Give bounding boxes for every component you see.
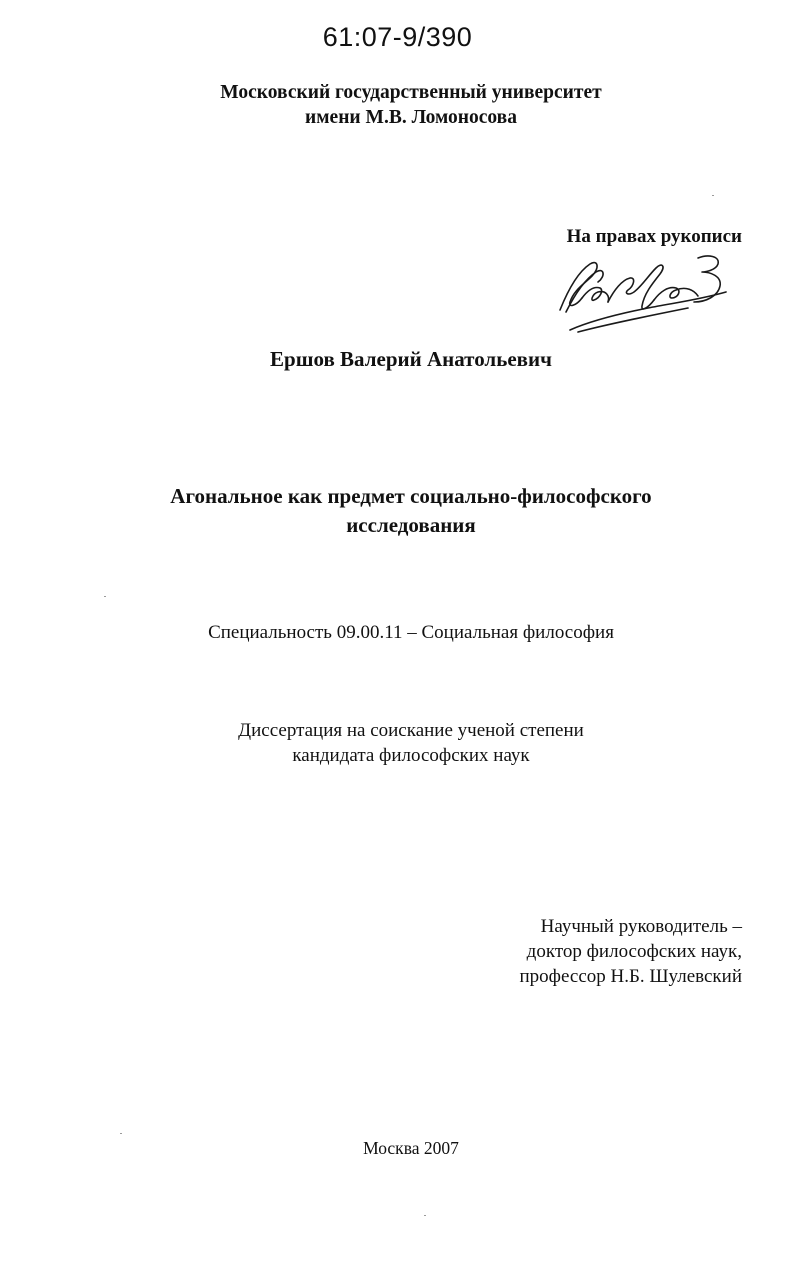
dissertation-title	[0, 482, 795, 540]
scientific-advisor	[520, 914, 743, 989]
scan-speck	[120, 1133, 122, 1134]
scan-speck	[424, 1215, 426, 1216]
title-line-1: Агональное как предмет социально-философского	[170, 484, 652, 508]
degree-statement	[0, 718, 795, 768]
advisor-line-2: доктор философских наук,	[526, 941, 742, 962]
manuscript-note: На правах рукописи	[566, 226, 742, 247]
degree-line-1: Диссертация на соискание ученой степени	[238, 720, 584, 741]
title-line-2: исследования	[346, 513, 476, 537]
advisor-line-3: профессор Н.Б. Шулевский	[519, 966, 742, 987]
author-name: Ершов Валерий Анатольевич	[270, 347, 552, 371]
advisor-line-1: Научный руководитель –	[540, 916, 742, 937]
specialty: Специальность 09.00.11 – Социальная философия	[208, 622, 614, 643]
university-name	[0, 80, 795, 130]
scan-speck	[104, 596, 106, 597]
city-year: Москва 2007	[363, 1138, 459, 1158]
university-line-2: имени М.В. Ломоносова	[305, 107, 517, 128]
handwritten-signature-icon	[548, 250, 738, 335]
archive-code: 61:07-9/390	[322, 22, 473, 52]
university-line-1: Московский государственный университет	[220, 82, 602, 103]
scan-speck	[712, 195, 714, 196]
degree-line-2: кандидата философских наук	[292, 745, 530, 766]
